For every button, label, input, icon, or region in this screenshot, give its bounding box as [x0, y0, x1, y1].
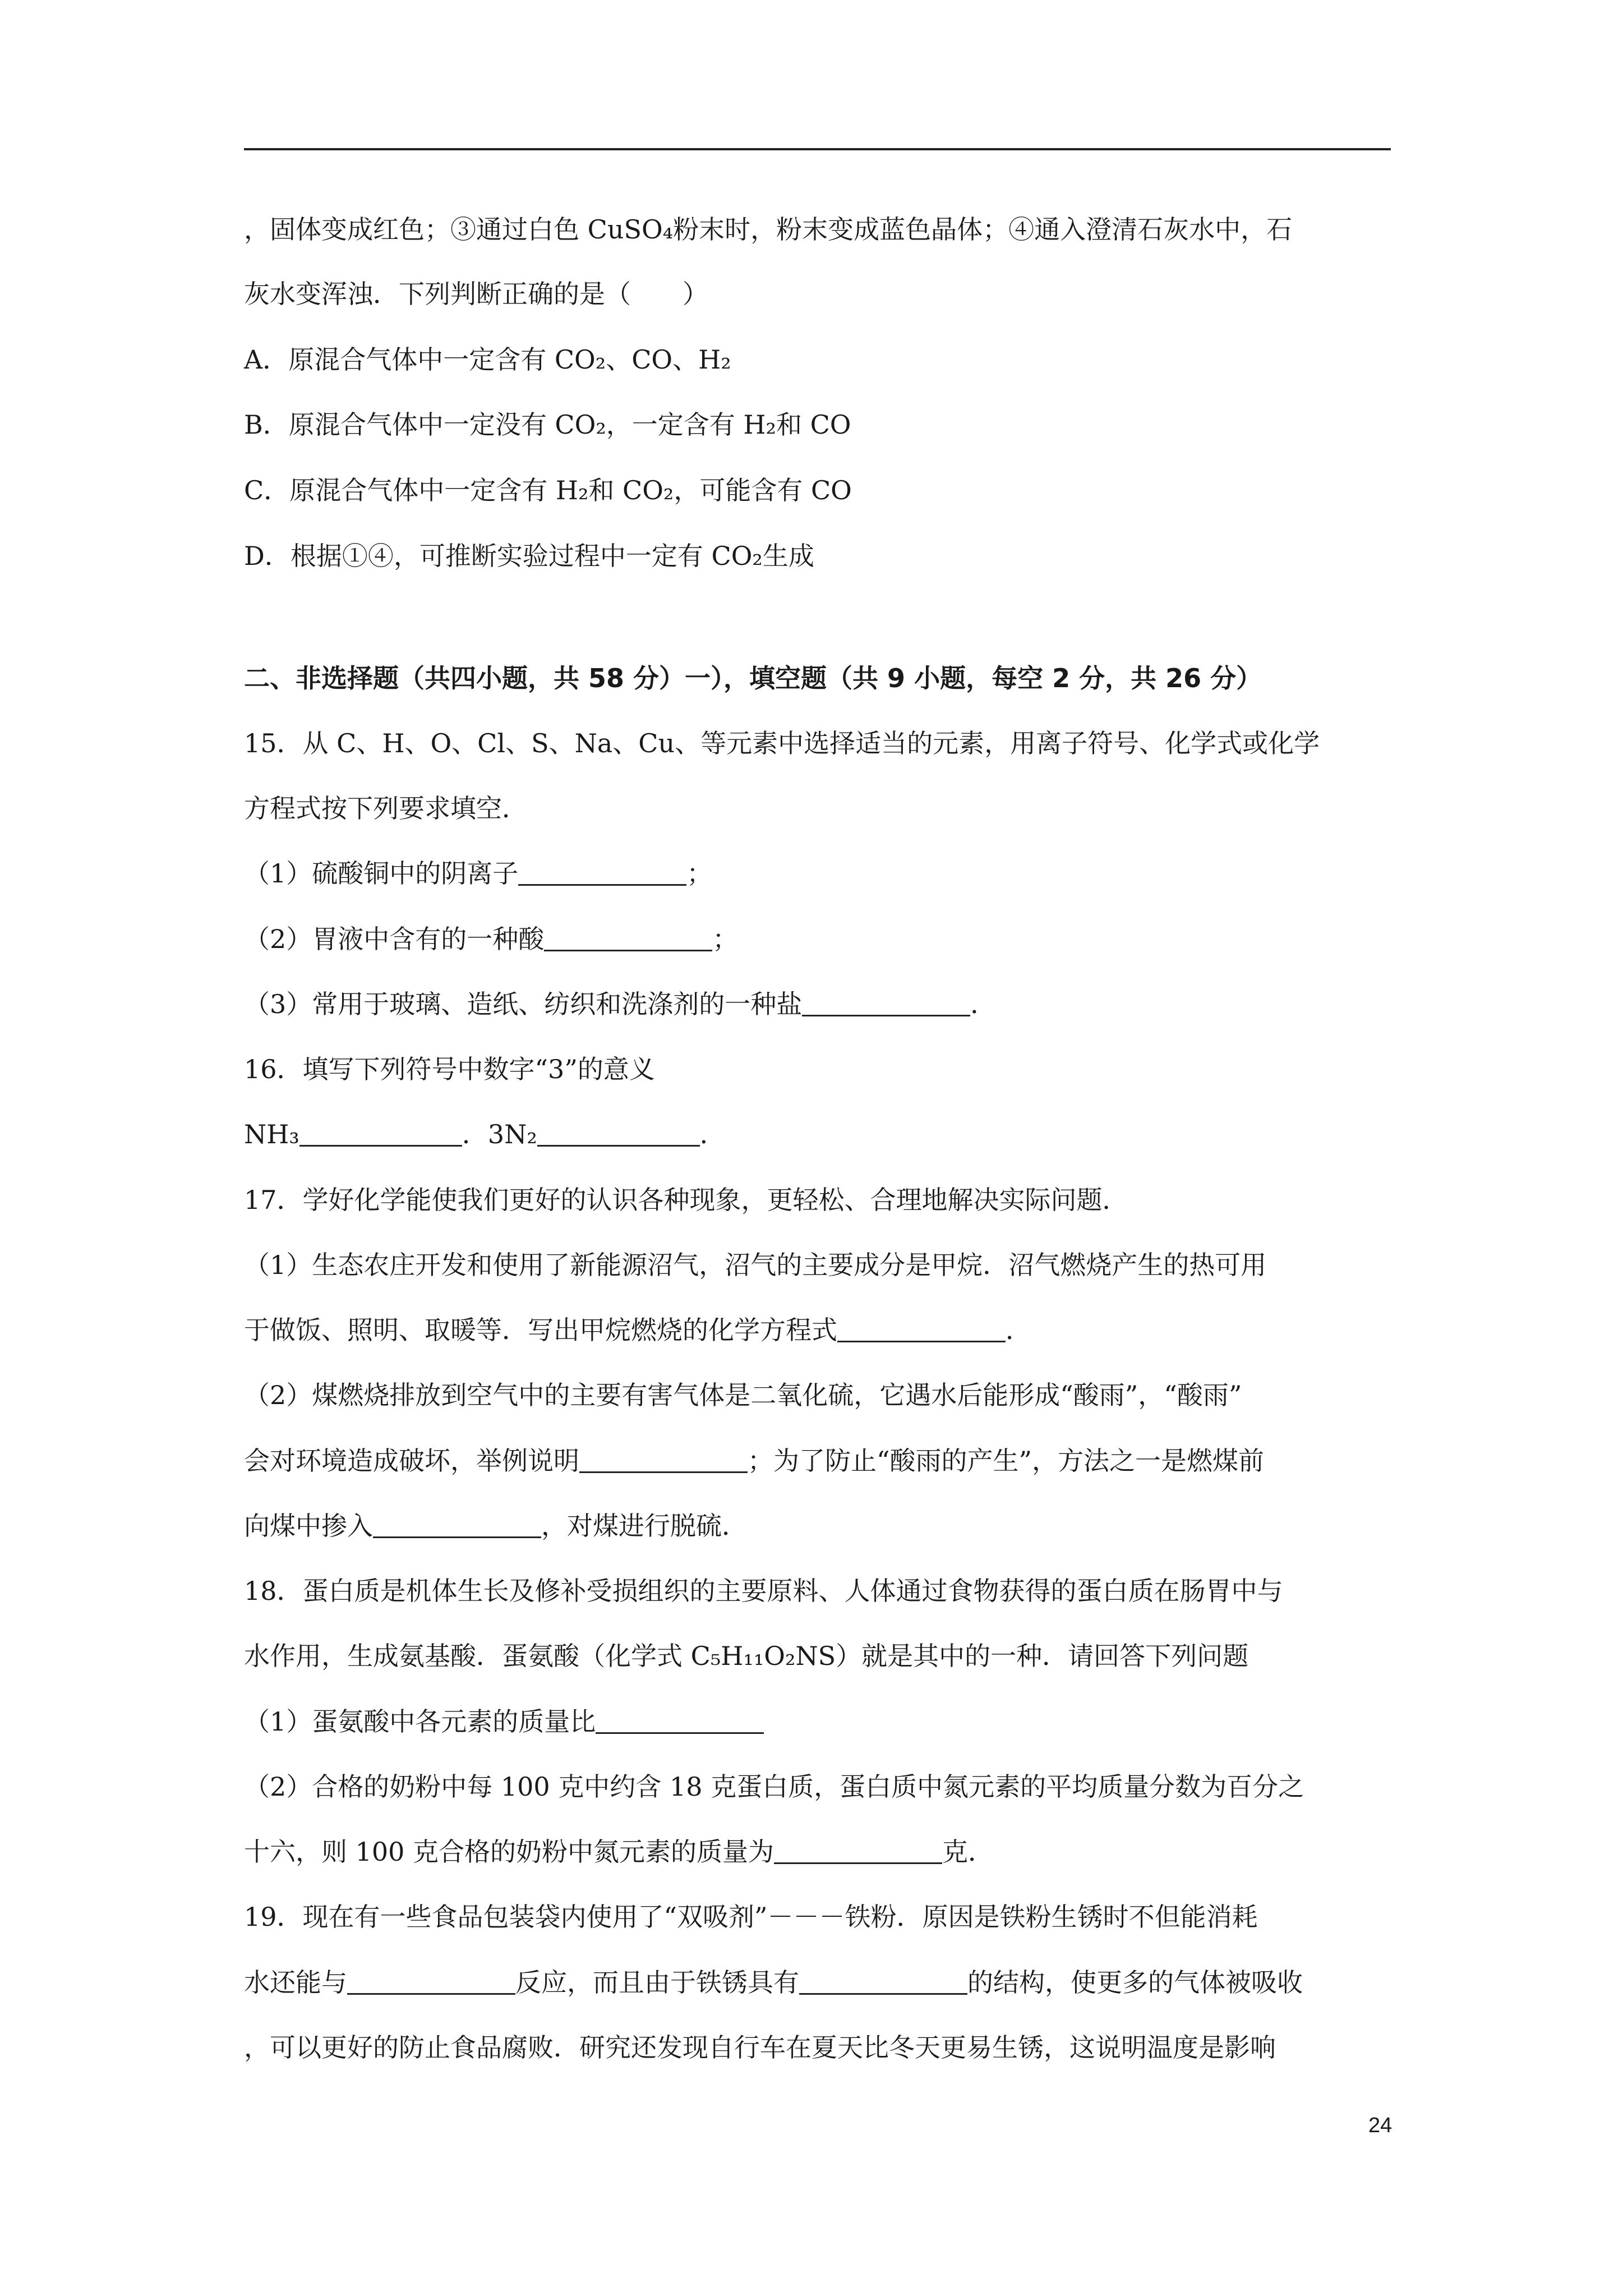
option-c: C．原混合气体中一定含有 H₂和 CO₂，可能含有 CO [244, 475, 852, 505]
answer-blank[interactable] [579, 1447, 748, 1473]
q18-text: 水作用，生成氨基酸．蛋氨酸（化学式 C₅H₁₁O₂NS）就是其中的一种．请回答下列问题 [244, 1641, 1249, 1671]
answer-blank[interactable] [799, 1968, 967, 1995]
q18-text: （2）合格的奶粉中每 100 克中约含 18 克蛋白质，蛋白质中氮元素的平均质量分数为百分之 [244, 1772, 1304, 1802]
answer-blank[interactable] [596, 1708, 764, 1734]
q15-text: 15．从 C、H、O、Cl、S、Na、Cu、等元素中选择适当的元素，用离子符号、化学式或化学 [244, 728, 1320, 758]
answer-blank[interactable] [299, 1120, 462, 1147]
answer-blank[interactable] [373, 1512, 541, 1538]
q19-blanks: 水还能与 反应，而且由于铁锈具有 的结构，使更多的气体被吸收 [244, 1967, 1303, 1998]
q18-part1: （1）蛋氨酸中各元素的质量比 [244, 1705, 764, 1738]
answer-blank[interactable] [347, 1968, 515, 1995]
q19-text: 19．现在有一些食品包装袋内使用了“双吸剂”－－－铁粉．原因是铁粉生锈时不但能消耗 [244, 1902, 1258, 1932]
option-b: B．原混合气体中一定没有 CO₂，一定含有 H₂和 CO [244, 409, 851, 440]
answer-blank[interactable] [774, 1838, 942, 1864]
answer-blank[interactable] [802, 990, 970, 1016]
answer-blank[interactable] [537, 1120, 700, 1147]
q18-text: 18．蛋白质是机体生长及修补受损组织的主要原料、人体通过食物获得的蛋白质在肠胃中与 [244, 1576, 1283, 1606]
q15-text: 方程式按下列要求填空． [244, 793, 528, 823]
q15-part1: （1）硫酸铜中的阴离子 ； [244, 858, 713, 889]
q19-text: ，可以更好的防止食品腐败．研究还发现自行车在夏天比冬天更易生锈，这说明温度是影响 [244, 2032, 1276, 2063]
answer-blank[interactable] [544, 925, 712, 951]
option-d: D．根据①④，可推断实验过程中一定有 CO₂生成 [244, 541, 814, 571]
q16-blanks: NH₃ ．3N₂ ． [244, 1119, 726, 1149]
answer-blank[interactable] [837, 1316, 1006, 1342]
text-line: ，固体变成红色；③通过白色 CuSO₄粉末时，粉末变成蓝色晶体；④通入澄清石灰水中，石 [244, 214, 1293, 245]
header-rule [244, 148, 1391, 150]
q15-part3: （3）常用于玻璃、造纸、纺织和洗涤剂的一种盐 ． [244, 989, 997, 1019]
q17-part2: 会对环境造成破坏，举例说明 ；为了防止“酸雨的产生”，方法之一是燃煤前 [244, 1446, 1265, 1476]
section-heading: 二、非选择题（共四小题，共 58 分）一），填空题（共 9 小题，每空 2 分，共 26 分） [244, 663, 1262, 693]
option-a: A．原混合气体中一定含有 CO₂、CO、H₂ [244, 344, 731, 375]
text-line: 灰水变浑浊．下列判断正确的是（ ） [244, 279, 708, 309]
q17-part2b: 向煤中掺入 ，对煤进行脱硫． [244, 1511, 748, 1541]
q17-part1: 于做饭、照明、取暖等．写出甲烷燃烧的化学方程式 ． [244, 1315, 1031, 1345]
q17-text: （2）煤燃烧排放到空气中的主要有害气体是二氧化硫，它遇水后能形成“酸雨”，“酸雨” [244, 1380, 1242, 1410]
q17-text: （1）生态农庄开发和使用了新能源沼气，沼气的主要成分是甲烷．沼气燃烧产生的热可用 [244, 1250, 1267, 1280]
q17-text: 17．学好化学能使我们更好的认识各种现象，更轻松、合理地解决实际问题． [244, 1185, 1128, 1215]
q15-part2: （2）胃液中含有的一种酸 ； [244, 924, 739, 954]
q16-text: 16．填写下列符号中数字“3”的意义 [244, 1054, 655, 1084]
answer-blank[interactable] [518, 859, 686, 886]
page-number: 24 [1368, 2114, 1393, 2137]
q18-part2: 十六，则 100 克合格的奶粉中氮元素的质量为 克． [244, 1837, 994, 1867]
